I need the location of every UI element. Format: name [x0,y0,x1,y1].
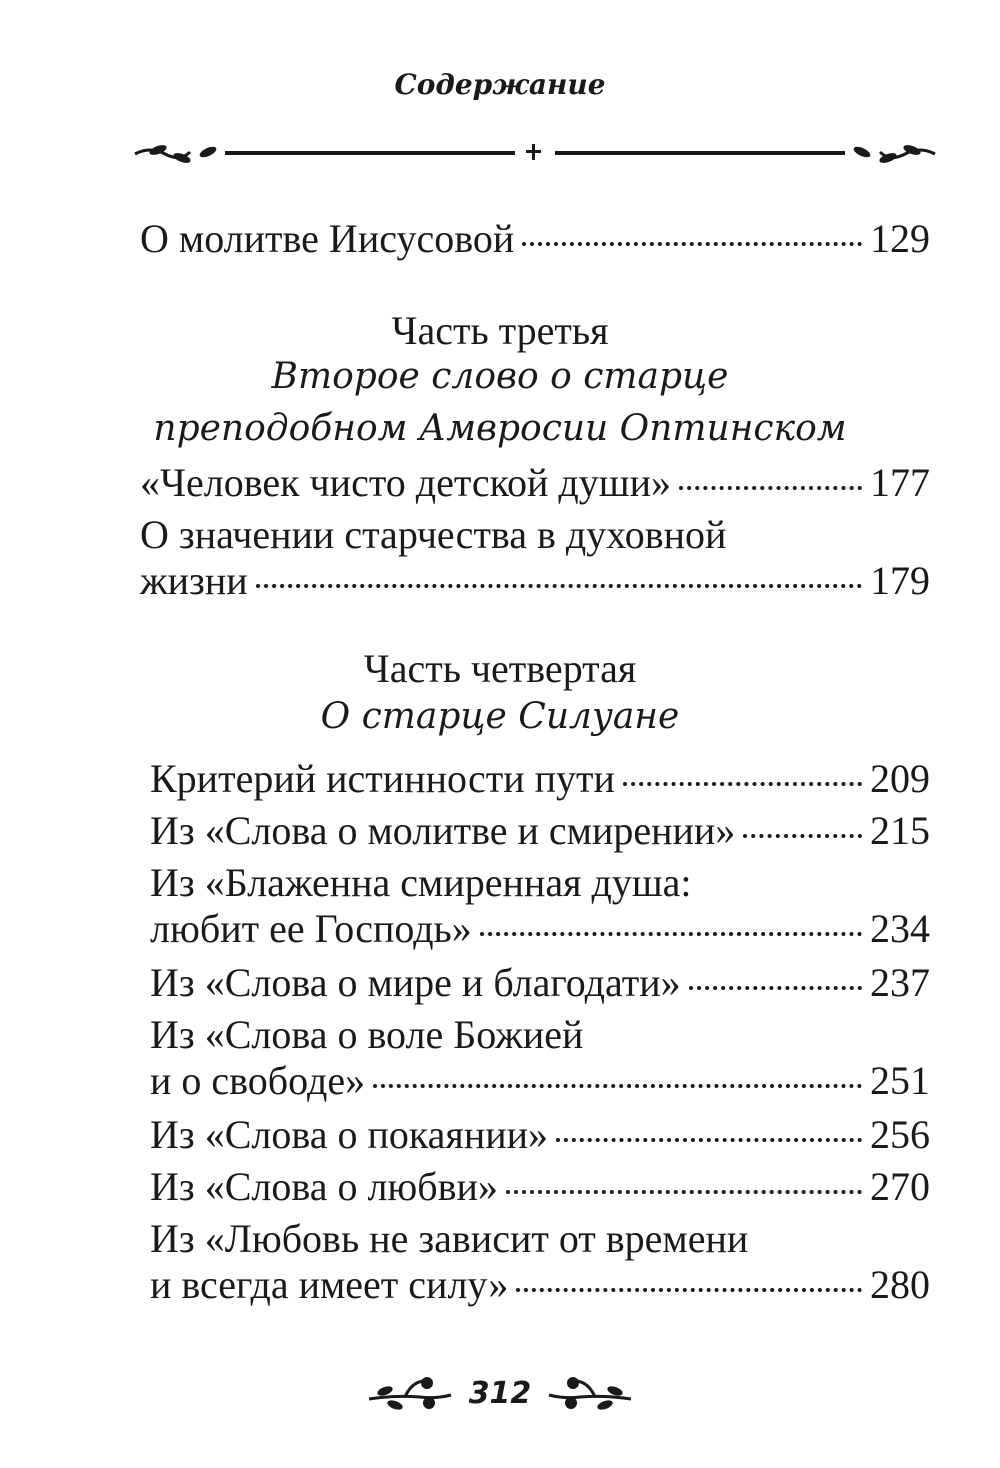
toc-entry-title: Из «Слова о мире и благодати» [150,960,681,1005]
page-number: 312 [468,1375,532,1411]
toc-entry[interactable] [150,808,930,854]
dot-leader [480,932,862,936]
toc-entry-page: 256 [870,1112,930,1157]
toc-entry[interactable] [150,1164,930,1210]
dot-leader [743,834,862,838]
toc-entry-title: Из «Слова о молитве и смирении» [150,808,736,853]
dot-leader [373,1084,862,1088]
toc-entry-page: 234 [870,906,930,951]
dot-leader [689,986,862,990]
toc-entry[interactable] [150,860,930,952]
part-subtitle: преподобном Амвросии Оптинском [153,408,847,449]
toc-entry-title: Из «Слова о любви» [150,1164,498,1209]
toc-entry-page: 179 [870,558,930,603]
part-heading: Часть четвертая [363,646,637,691]
toc-entry-page: 237 [870,960,930,1005]
dot-leader [623,782,862,786]
dot-leader [256,584,862,588]
toc-entry-title: Критерий истинности пути [150,756,615,801]
toc-entry-title-line1: Из «Слова о воле Божией [150,1012,584,1057]
toc-entry-title: О молитве Иисусовой [140,216,515,261]
toc-entry-title: жизни [140,558,248,603]
toc-entry-page: 280 [870,1262,930,1307]
toc-entry[interactable] [150,756,930,802]
toc-entry-page: 209 [870,756,930,801]
page-footer [0,1368,1000,1418]
toc-entry-title: Из «Слова о покаянии» [150,1112,549,1157]
toc-entry-title: любит ее Господь» [150,906,472,951]
toc-entry[interactable] [150,1112,930,1158]
dot-leader [522,242,862,246]
dot-leader [556,1138,862,1142]
header-divider-ornament [130,132,940,172]
toc-entry-title-line1: О значении старчества в духовной [140,512,727,557]
floral-ornament-right-icon [545,1373,635,1413]
dot-leader [516,1288,862,1292]
toc-entry-title: «Человек чисто детской души» [140,460,671,505]
toc-entry-title: и о свободе» [150,1058,366,1103]
floral-ornament-left-icon [365,1373,455,1413]
toc-entry-page: 270 [870,1164,930,1209]
toc-entry[interactable] [150,960,930,1006]
toc-entry-page: 129 [870,216,930,261]
toc-entry[interactable] [150,1012,930,1104]
toc-entry[interactable] [140,216,930,262]
toc-entry-title: и всегда имеет силу» [150,1262,509,1307]
part-subtitle: О старце Силуане [320,696,680,737]
toc-entry-page: 177 [870,460,930,505]
toc-entry-title-line1: Из «Любовь не зависит от времени [150,1216,749,1261]
toc-entry-title-line1: Из «Блаженна смиренная душа: [150,860,692,905]
dot-leader [506,1190,862,1194]
toc-entry[interactable] [150,1216,930,1308]
toc-entry-page: 215 [870,808,930,853]
running-header-title: Содержание [394,68,606,101]
toc-entry[interactable] [140,460,930,506]
part-heading: Часть третья [391,308,609,353]
toc-entry[interactable] [140,512,930,604]
dot-leader [679,486,862,490]
part-subtitle: Второе слово о старце [271,356,729,397]
toc-entry-page: 251 [870,1058,930,1103]
